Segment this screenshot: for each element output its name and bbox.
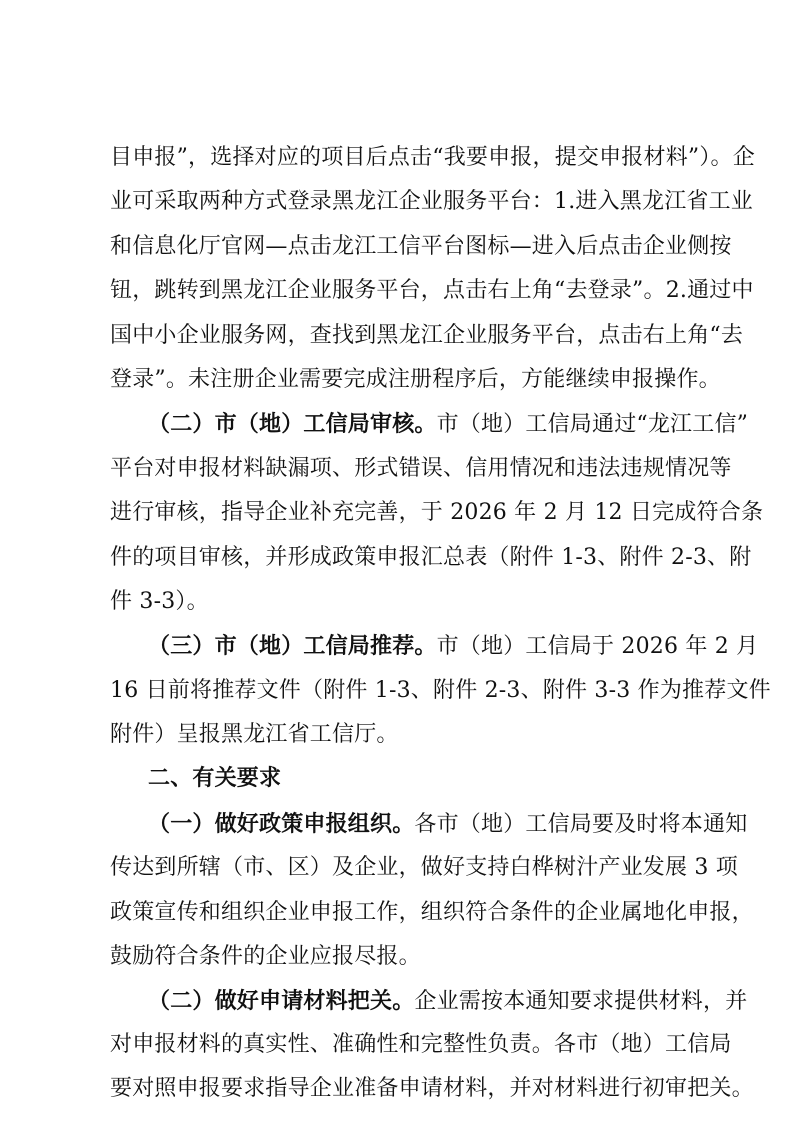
paragraph-line: 对申报材料的真实性、准确性和完整性负责。各市（地）工信局 bbox=[110, 1032, 732, 1057]
item-lead: （一）做好政策申报组织。 bbox=[148, 811, 415, 837]
paragraph-line: 目申报”，选择对应的项目后点击“我要申报，提交申报材料”）。企 bbox=[110, 145, 755, 170]
paragraph-line: 业可采取两种方式登录黑龙江企业服务平台：1.进入黑龙江省工业 bbox=[110, 189, 753, 214]
paragraph-line: 和信息化厅官网—点击龙江工信平台图标—进入后点击企业侧按 bbox=[110, 234, 732, 259]
item-text: 市（地）工信局通过“龙江工信” bbox=[436, 412, 749, 437]
paragraph-line bbox=[148, 985, 748, 1017]
paragraph-line: 件的项目审核，并形成政策申报汇总表（附件 1-3、附件 2-3、附 bbox=[110, 545, 752, 570]
paragraph-line: 鼓励符合条件的企业应报尽报。 bbox=[110, 944, 421, 969]
paragraph-line: 登录”。未注册企业需要完成注册程序后，方能继续申报操作。 bbox=[110, 367, 721, 392]
paragraph-line bbox=[148, 630, 759, 662]
paragraph-line: 件 3-3）。 bbox=[110, 589, 209, 614]
item-text: 企业需按本通知要求提供材料，并 bbox=[414, 989, 748, 1014]
item-lead: （三）市（地）工信局推荐。 bbox=[148, 633, 437, 659]
paragraph-line: 16 日前将推荐文件（附件 1-3、附件 2-3、附件 3-3 作为推荐文件 bbox=[110, 678, 771, 703]
paragraph-line: 进行审核，指导企业补充完善，于 2026 年 2 月 12 日完成符合条 bbox=[110, 500, 764, 525]
paragraph-line: 政策宣传和组织企业申报工作，组织符合条件的企业属地化申报， bbox=[110, 900, 754, 925]
paragraph-line bbox=[148, 808, 748, 840]
section-heading: 二、有关要求 bbox=[148, 766, 282, 791]
item-lead: （二）市（地）工信局审核。 bbox=[148, 411, 437, 437]
paragraph-line bbox=[148, 408, 749, 440]
item-text: 各市（地）工信局要及时将本通知 bbox=[414, 812, 748, 837]
paragraph-line: 钮，跳转到黑龙江企业服务平台，点击右上角“去登录”。2.通过中 bbox=[110, 278, 754, 303]
paragraph-line: 要对照申报要求指导企业准备申请材料，并对材料进行初审把关。 bbox=[110, 1076, 754, 1101]
item-lead: （二）做好申请材料把关。 bbox=[148, 988, 415, 1014]
item-text: 市（地）工信局于 2026 年 2 月 bbox=[436, 634, 759, 659]
paragraph-line: 附件）呈报黑龙江省工信厅。 bbox=[110, 722, 399, 747]
paragraph-line: 国中小企业服务网，查找到黑龙江企业服务平台，点击右上角“去 bbox=[110, 323, 744, 348]
paragraph-line: 平台对申报材料缺漏项、形式错误、信用情况和违法违规情况等 bbox=[110, 456, 732, 481]
paragraph-line: 传达到所辖（市、区）及企业，做好支持白桦树汁产业发展 3 项 bbox=[110, 855, 738, 880]
